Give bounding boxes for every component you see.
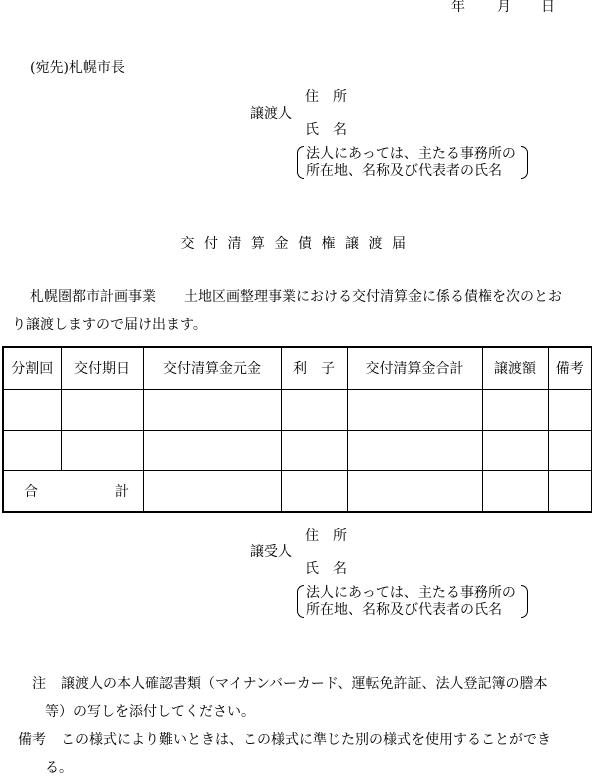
header-total: 交付清算金合計	[347, 347, 482, 389]
table-cell[interactable]	[143, 389, 281, 430]
table-cell[interactable]	[548, 430, 592, 470]
total-label-char: 計	[115, 483, 129, 500]
header-transfer-amount: 譲渡額	[482, 347, 548, 389]
table-cell[interactable]	[61, 430, 143, 470]
header-installment: 分割回	[3, 347, 61, 389]
body-text-line: り譲渡しますので届け出ます。	[12, 317, 207, 333]
transferee-role: 譲受人	[250, 544, 292, 560]
table-cell[interactable]	[482, 430, 548, 470]
transferor-corp-note-line: 所在地、名称及び代表者の氏名	[306, 163, 502, 179]
total-label-cell	[3, 470, 143, 512]
transferee-corp-note-line: 法人にあっては、主たる事務所の	[306, 585, 516, 601]
table-cell[interactable]	[143, 430, 281, 470]
document-title: 交付清算金債権譲渡届	[180, 236, 416, 252]
date-year-label: 年	[451, 0, 465, 15]
table-cell[interactable]	[3, 430, 61, 470]
transferor-name-label: 氏 名	[305, 122, 347, 138]
table-row	[3, 430, 592, 470]
bracket-right	[521, 585, 528, 618]
total-cell[interactable]	[143, 470, 281, 512]
total-cell[interactable]	[548, 470, 592, 512]
bracket-right	[521, 146, 528, 179]
remark-label: 備考	[18, 732, 46, 748]
date-day-label: 日	[541, 0, 555, 15]
header-remarks: 備考	[548, 347, 592, 389]
transferee-name-label: 氏 名	[305, 561, 347, 577]
note-label: 注	[32, 676, 46, 692]
table-cell[interactable]	[482, 389, 548, 430]
transferee-address-label: 住 所	[305, 528, 347, 544]
transferee-corp-note	[297, 585, 528, 618]
note-text-line: 等）の写しを添付してください。	[45, 704, 255, 720]
table-cell[interactable]	[281, 389, 347, 430]
transferor-role: 譲渡人	[250, 106, 292, 122]
table-cell[interactable]	[347, 430, 482, 470]
table-header-row	[3, 347, 592, 389]
table-cell[interactable]	[281, 430, 347, 470]
total-label-char: 合	[24, 483, 38, 500]
header-interest: 利 子	[281, 347, 347, 389]
header-payment-date: 交付期日	[61, 347, 143, 389]
table-row	[3, 389, 592, 430]
table-cell[interactable]	[548, 389, 592, 430]
transferee-corp-note-line: 所在地、名称及び代表者の氏名	[306, 602, 502, 618]
transfer-table	[2, 346, 592, 513]
note-text-line: 譲渡人の本人確認書類（マイナンバーカード、運転免許証、法人登記簿の謄本	[61, 676, 548, 692]
remark-text-line: この様式により難いときは、この様式に準じた別の様式を使用することができ	[61, 732, 551, 748]
total-cell[interactable]	[482, 470, 548, 512]
table-cell[interactable]	[61, 389, 143, 430]
bracket-left	[297, 146, 304, 179]
date-month-label: 月	[497, 0, 511, 15]
addressee: (宛先)札幌市長	[30, 60, 125, 76]
transferor-corp-note	[297, 146, 528, 179]
transferor-corp-note-line: 法人にあっては、主たる事務所の	[306, 146, 516, 162]
body-text-line: 札幌圏都市計画事業 土地区画整理事業における交付清算金に係る債権を次のとお	[30, 289, 562, 305]
transferor-address-label: 住 所	[305, 89, 347, 105]
header-principal: 交付清算金元金	[143, 347, 281, 389]
total-cell[interactable]	[347, 470, 482, 512]
total-cell[interactable]	[281, 470, 347, 512]
remark-text-line: る。	[45, 760, 73, 776]
table-total-row	[3, 470, 592, 512]
table-cell[interactable]	[3, 389, 61, 430]
bracket-left	[297, 585, 304, 618]
table-cell[interactable]	[347, 389, 482, 430]
